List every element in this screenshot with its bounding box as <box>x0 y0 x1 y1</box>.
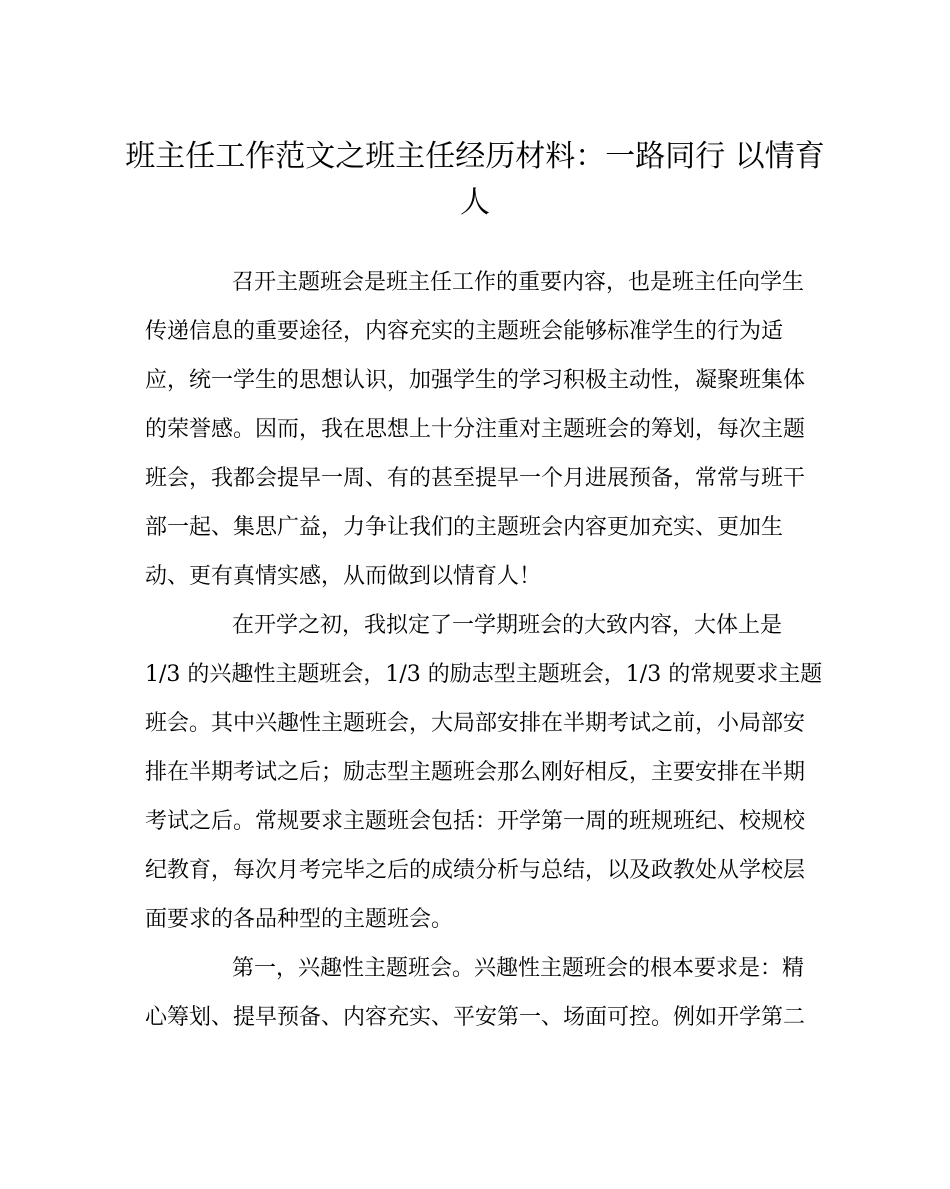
paragraph-1-line-6: 部一起、集思广益，力争让我们的主题班会内容更加充实、更加生 <box>145 515 784 540</box>
paragraph-1-line-2: 传递信息的重要途径，内容充实的主题班会能够标准学生的行为适 <box>145 319 784 344</box>
title-line-1: 班主任工作范文之班主任经历材料：一路同行 以情育 <box>125 139 825 174</box>
paragraph-2-line-5: 考试之后。常规要求主题班会包括：开学第一周的班规班纪、校规校 <box>145 809 806 834</box>
paragraph-1-line-4: 的荣誉感。因而，我在思想上十分注重对主题班会的筹划，每次主题 <box>145 417 806 442</box>
paragraph-2-line-3: 班会。其中兴趣性主题班会，大局部安排在半期考试之前，小局部安 <box>145 711 806 736</box>
paragraph-3-line-2: 心筹划、提早预备、内容充实、平安第一、场面可控。例如开学第二 <box>145 1005 806 1030</box>
paragraph-2-line-1: 在开学之初，我拟定了一学期班会的大致内容，大体上是 <box>232 613 783 638</box>
paragraph-2-line-4: 排在半期考试之后；励志型主题班会那么刚好相反，主要安排在半期 <box>145 760 806 785</box>
paragraph-3-line-1: 第一，兴趣性主题班会。兴趣性主题班会的根本要求是：精 <box>232 956 805 981</box>
paragraph-1-line-1: 召开主题班会是班主任工作的重要内容，也是班主任向学生 <box>232 270 805 295</box>
paragraph-1-line-3: 应，统一学生的思想认识，加强学生的学习积极主动性，凝聚班集体 <box>145 368 806 393</box>
title-line-2: 人 <box>460 185 490 220</box>
paragraph-1-line-5: 班会，我都会提早一周、有的甚至提早一个月进展预备，常常与班干 <box>145 466 806 491</box>
document-title <box>120 134 830 226</box>
paragraph-2-line-2: 1/3 的兴趣性主题班会，1/3 的励志型主题班会，1/3 的常规要求主题 <box>145 662 823 687</box>
paragraph-1-line-7: 动、更有真情实感，从而做到以情育人！ <box>145 564 542 589</box>
paragraph-2-line-7: 面要求的各品种型的主题班会。 <box>145 907 454 932</box>
paragraph-2-line-6: 纪教育，每次月考完毕之后的成绩分析与总结，以及政教处从学校层 <box>145 858 806 883</box>
